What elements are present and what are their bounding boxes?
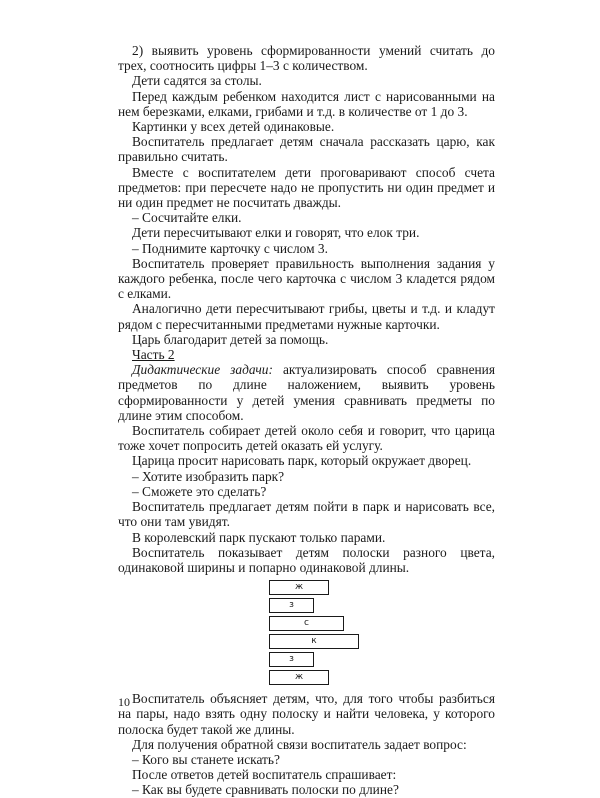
paragraphs-bottom	[118, 691, 495, 797]
part-heading-text: Часть 2	[132, 347, 175, 363]
paragraph: Воспитатель предлагает детям сначала рассказать царю, как правильно считать.	[118, 134, 495, 165]
paragraph: Для получения обратной связи воспитатель задает вопрос:	[132, 736, 467, 752]
strip: з	[269, 652, 314, 667]
paragraph: После ответов детей воспитатель спрашивает:	[132, 767, 397, 783]
page-number: 10	[118, 695, 130, 709]
didactic-tasks	[118, 362, 495, 423]
paragraph: Картинки у всех детей одинаковые.	[132, 119, 335, 135]
page-body	[118, 43, 495, 798]
paragraph: Дети садятся за столы.	[132, 73, 262, 89]
strip: з	[269, 598, 314, 613]
paragraphs-mid	[118, 423, 495, 575]
paragraph: Царь благодарит детей за помощь.	[132, 331, 329, 347]
paragraph: – Хотите изобразить парк?	[132, 468, 285, 484]
paragraph: Дети пересчитывают елки и говорят, что елок три.	[132, 225, 420, 241]
didactic-text: актуализировать способ сравнения предметов по длине наложением, выявить уровень сформированности у детей умения сравнивать предметы по длине этим способом.	[118, 362, 495, 423]
strips-figure	[118, 580, 495, 687]
paragraph: – Сможете это сделать?	[132, 483, 267, 499]
paragraph: – Сосчитайте елки.	[132, 210, 242, 226]
part-heading	[118, 347, 495, 362]
paragraph: Перед каждым ребенком находится лист с нарисованными на нем березками, елками, грибами и т.д. в количестве от 1 до 3.	[118, 88, 495, 119]
paragraph: Воспитатель предлагает детям пойти в парк и нарисовать все, что они там увидят.	[118, 499, 495, 530]
paragraph: – Поднимите карточку с числом 3.	[132, 240, 328, 256]
paragraph: – Кого вы станете искать?	[132, 751, 280, 767]
paragraph: Воспитатель проверяет правильность выполнения задания у каждого ребенка, после чего карточка с числом 3 кладется рядом с елками.	[118, 255, 495, 302]
paragraph: Царица просит нарисовать парк, который окружает дворец.	[132, 453, 472, 469]
didactic-label: Дидактические задачи:	[132, 362, 273, 378]
paragraph: Вместе с воспитателем дети проговаривают способ счета предметов: при пересчете надо не пропустить ни один предмет и ни один предмет не посчитать дважды.	[118, 164, 495, 211]
paragraph: Воспитатель объясняет детям, что, для того чтобы разбиться на пары, надо взять одну полоску и найти человека, у которого полоска будет такой же длины.	[118, 691, 495, 737]
paragraph: Воспитатель собирает детей около себя и говорит, что царица тоже хочет попросить детей оказать ей услугу.	[118, 423, 495, 454]
paragraphs-top	[118, 43, 495, 347]
paragraph: В королевский парк пускают только парами.	[132, 529, 386, 545]
strip: с	[269, 616, 344, 631]
strip: к	[269, 634, 359, 649]
strip: ж	[269, 580, 329, 595]
paragraph: – Как вы будете сравнивать полоски по длине?	[132, 782, 399, 798]
paragraph: Аналогично дети пересчитывают грибы, цветы и т.д. и кладут рядом с пересчитанными предметами нужные карточки.	[118, 301, 495, 332]
paragraph: Воспитатель показывает детям полоски разного цвета, одинаковой ширины и попарно одинаковой длины.	[118, 544, 495, 575]
strip: ж	[269, 670, 329, 685]
paragraph: 2) выявить уровень сформированности умений считать до трех, соотносить цифры 1–3 с количеством.	[118, 43, 495, 74]
